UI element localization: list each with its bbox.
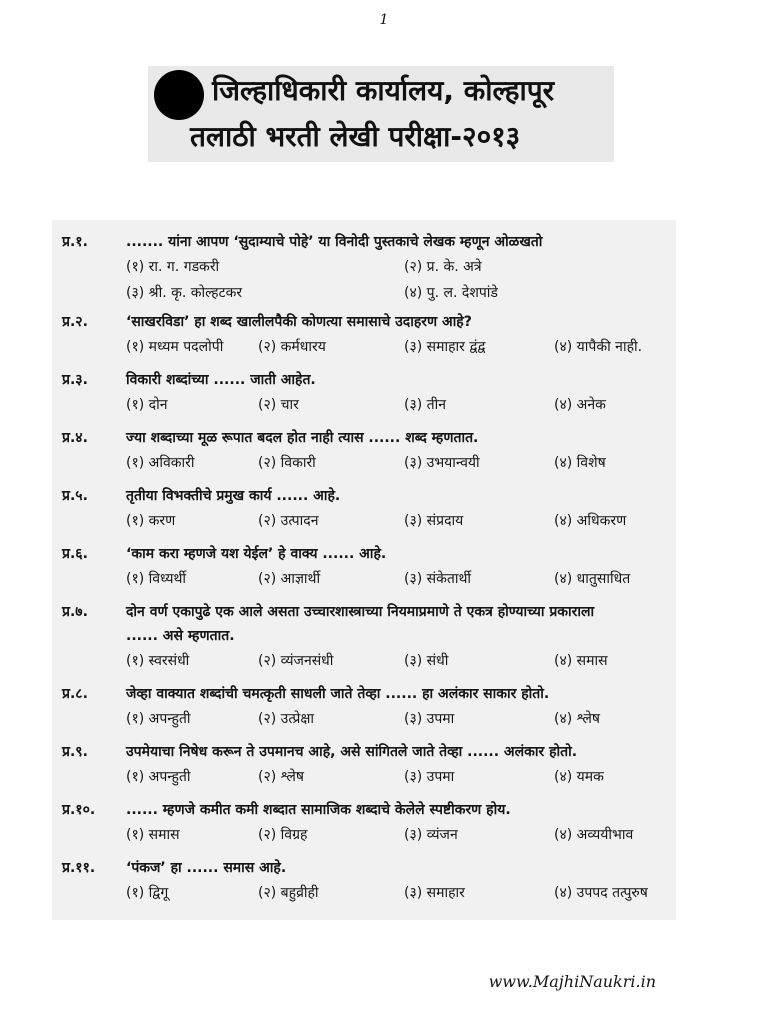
question-text: तृतीया विभक्तीचे प्रमुख कार्य ...... आहे. [126,488,341,504]
question-7 [62,600,702,674]
option-4: (४) अनेक [554,397,606,413]
question-number: प्र.१. [62,234,88,250]
question-4 [62,426,702,476]
question-text: ‘काम करा म्हणजे यश येईल’ हे वाक्य ...... आहे. [126,546,387,562]
option-2: (२) कर्मधारय [258,339,326,355]
question-number: प्र.७. [62,604,88,620]
question-number: प्र.२. [62,314,88,330]
bullet-dot-icon [154,70,204,120]
option-1: (१) अविकारी [126,455,195,471]
option-3: (३) संकेतार्थी [404,571,472,587]
question-text: ज्या शब्दाच्या मूळ रूपात बदल होत नाही त्यास ...... शब्द म्हणतात. [126,430,479,446]
question-3 [62,368,702,418]
option-1: (१) दोन [126,397,168,413]
question-text: दोन वर्ण एकापुढे एक आले असता उच्चारशास्त्राच्या नियमाप्रमाणे ते एकत्र होण्याच्या प्रकाराला [126,604,595,620]
option-3: (३) समाहार [404,885,465,901]
option-4: (४) अधिकरण [554,513,627,529]
option-1: (१) द्विगू [126,885,169,901]
question-text: ‘साखरविडा’ हा शब्द खालीलपैकी कोणत्या समासाचे उदाहरण आहे? [126,314,472,330]
question-2 [62,310,702,360]
question-6 [62,542,702,592]
questions-list [62,230,702,906]
question-text: ‘पंकज’ हा ...... समास आहे. [126,860,287,876]
question-text-continued: ...... असे म्हणतात. [126,628,235,644]
option-4: (४) विशेष [554,455,606,471]
option-2: (२) चार [258,397,299,413]
option-1: (१) अपन्हुती [126,769,191,785]
option-1: (१) स्वरसंधी [126,653,190,669]
option-2: (२) उत्प्रेक्षा [258,711,315,727]
option-4: (४) उपपद तत्पुरुष [554,885,648,901]
question-text: जेव्हा वाक्यात शब्दांची चमत्कृती साधली जाते तेव्हा ...... हा अलंकार साकार होतो. [126,686,550,702]
question-text: उपमेयाचा निषेध करून ते उपमानच आहे, असे सांगितले जाते तेव्हा ...... अलंकार होतो. [126,744,578,760]
option-2: (२) श्लेष [258,769,305,785]
option-2: (२) बहुव्रीही [258,885,319,901]
option-2: (२) विग्रह [258,827,308,843]
question-number: प्र.६. [62,546,88,562]
option-2: (२) विकारी [258,455,316,471]
option-3: (३) उभयान्वयी [404,455,480,471]
question-number: प्र.८. [62,686,88,702]
question-10 [62,798,702,848]
question-11 [62,856,702,906]
option-2: (२) व्यंजनसंधी [258,653,334,669]
question-9 [62,740,702,790]
question-text: विकारी शब्दांच्या ...... जाती आहेत. [126,372,316,388]
question-text: ...... म्हणजे कमीत कमी शब्दात सामाजिक शब्दाचे केलेले स्पष्टीकरण होय. [126,802,511,818]
question-number: प्र.५. [62,488,88,504]
option-1: (१) समास [126,827,180,843]
question-5 [62,484,702,534]
option-4: (४) अव्ययीभाव [554,827,634,843]
footer-website-link[interactable]: www.MajhiNaukri.in [488,972,656,991]
option-2: (२) उत्पादन [258,513,319,529]
question-number: प्र.११. [62,860,96,876]
option-4: (४) धातुसाधित [554,571,631,587]
option-4: (४) श्लेष [554,711,601,727]
option-1: (१) विध्यर्थी [126,571,187,587]
option-2: (२) आज्ञार्थी [258,571,321,587]
option-1: (१) रा. ग. गडकरी [126,259,220,275]
option-4: (४) यापैकी नाही. [554,339,643,355]
option-3: (३) उपमा [404,769,455,785]
option-1: (१) मध्यम पदलोपी [126,339,224,355]
header-title-office: जिल्हाधिकारी कार्यालय, कोल्हापूर [212,74,555,107]
option-3: (३) व्यंजन [404,827,458,843]
question-number: प्र.९. [62,744,88,760]
question-number: प्र.१०. [62,802,96,818]
option-3: (३) संप्रदाय [404,513,464,529]
option-1: (१) अपन्हुती [126,711,191,727]
header-title-exam: तलाठी भरती लेखी परीक्षा-२०१३ [190,120,521,153]
option-3: (३) तीन [404,397,447,413]
option-4: (४) पु. ल. देशपांडे [404,285,498,301]
question-number: प्र.३. [62,372,88,388]
question-text: ....... यांना आपण ‘सुदाम्याचे पोहे’ या विनोदी पुस्तकाचे लेखक म्हणून ओळखतो [126,234,543,250]
option-3: (३) संधी [404,653,449,669]
question-1 [62,230,702,306]
option-4: (४) यमक [554,769,604,785]
option-2: (२) प्र. के. अत्रे [404,259,482,275]
option-3: (३) श्री. कृ. कोल्हटकर [126,285,243,301]
page-number: 1 [379,12,389,28]
option-1: (१) करण [126,513,176,529]
option-4: (४) समास [554,653,608,669]
question-number: प्र.४. [62,430,88,446]
option-3: (३) उपमा [404,711,455,727]
option-3: (३) समाहार द्वंद्व [404,339,486,355]
question-8 [62,682,702,732]
